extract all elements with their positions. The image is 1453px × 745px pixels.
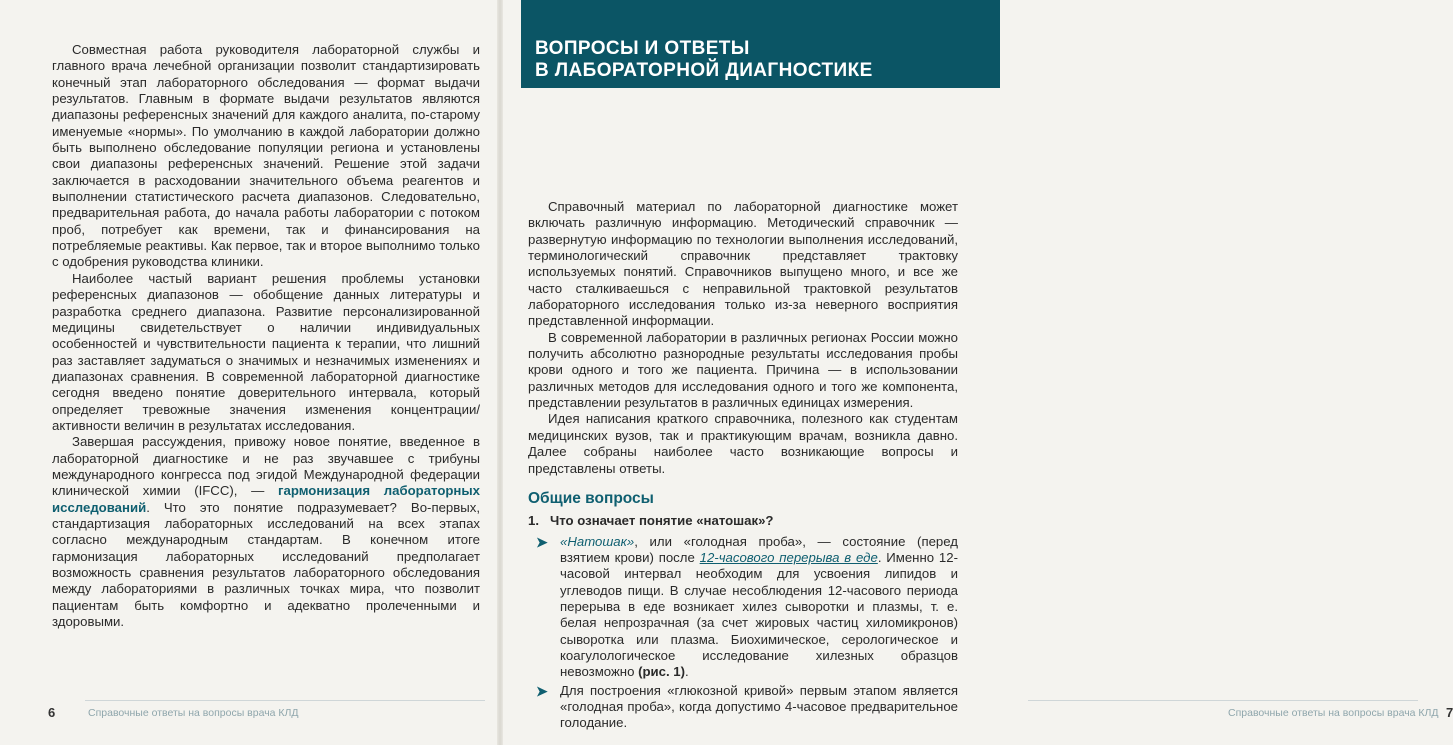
figure-reference[interactable]: (рис. 1) <box>638 664 686 680</box>
right-page-number: 7 <box>1446 705 1453 720</box>
right-footer-rule <box>1028 700 1418 701</box>
right-paragraph-2: В современной лаборатории в различных регионах России можно получить абсолютно разнородные результаты исследования пробы крови одного и того же пациента. Причина — в использовании различных методов для исследования одного и того же компонента, представлении результатов в различных единицах измерения. <box>528 329 958 411</box>
left-paragraph-3-start: Завершая рассуждения, привожу новое понятие, введенное в лабораторной диагностике и не раз звучавшее с трибуны международного конгресса под эгидой Международной федерации клинической химии (IFCC), — <box>52 434 480 499</box>
right-paragraph-3: Идея написания краткого справочника, полезного как студентам медицинских вузов, так и практикующим врачам, возникла давно. Далее собраны наиболее часто возникающие вопросы и представлены ответы. <box>528 411 958 476</box>
left-footer-rule <box>85 700 485 701</box>
left-paragraph-3 <box>52 434 480 630</box>
left-page-number: 6 <box>48 705 56 720</box>
right-running-footer: Справочные ответы на вопросы врача КЛД <box>1228 707 1439 719</box>
answer-item-1 <box>528 534 958 681</box>
question-1 <box>528 513 958 529</box>
answer-item-2-text: Для построения «глюкозной кривой» первым этапом является «голодная проба», когда допустимо 4-часовое предварительное голодание. <box>560 682 958 731</box>
right-paragraph-1: Справочный материал по лабораторной диагностике может включать различную информацию. Методический справочник — развернутую информацию по технологии выполнения исследований, терминологический справочник представляет трактовку используемых понятий. Справочников выпущено много, и все же часто сталкиваешься с неправильной трактовкой результатов лабораторного исследования только из-за неверного восприятия представленной информации. <box>528 199 958 329</box>
chevron-right-icon: ➤ <box>536 533 548 550</box>
left-paragraph-1: Совместная работа руководителя лабораторной службы и главного врача лечебной организации позволит стандартизировать конечный этап лабораторного обследования — формат выдачи результатов. Главным в формате выдачи результатов являются диапазоны референсных значений для каждого аналита, по-старому именуемые «нормы». По умолчанию в каждой лаборатории должно быть выполнено обследование популяции региона и установлены свои диапазоны референсных значений. Решение этой задачи заключается в расходовании значительного объема реагентов и выполнении статистического расчета диапазонов. Следовательно, предварительная работа, до начала работы лаборатории с потоком проб, потребует как времени, так и финансирования на потребляемые реактивы. Как первое, так и второе выполнимо только с одобрения руководства клиники. <box>52 42 480 270</box>
answer-item-1-text-b: . Именно 12-часовой интервал необходим для усвоения липидов и углеводов пищи. В случае несоблюдения 12-часового периода перерыва в еде возникает хилез сыворотки и плазмы, т. е. белая непрозрачная (за счет жировых частиц хиломикронов) сыворотка или плазма. Биохимическое, серологическое и коагулологическое исследование хилезных образцов невозможно <box>560 549 958 680</box>
fasting-interval-link[interactable]: 12-часового перерыва в еде <box>699 549 878 565</box>
chevron-right-icon: ➤ <box>536 682 548 699</box>
harmonization-term: гармонизация лабораторных исследований <box>52 483 480 515</box>
question-number: 1. <box>528 513 539 529</box>
left-paragraph-3-end: . Что это понятие подразумевает? Во-первых, стандартизация лабораторных исследований на всех этапах согласно международным стандартам. В конечном итоге гармонизация лабораторных исследований предполагает возможность сравнения результатов лабораторного обследования между лабораториями в различных точках мира, что позволит пациентам быть комфортно и адекватно пролеченными и здоровыми. <box>52 499 480 630</box>
left-page-text <box>52 42 480 630</box>
question-text: Что означает понятие «натошак»? <box>550 513 774 529</box>
section-title: Общие вопросы <box>528 489 654 507</box>
left-paragraph-2: Наиболее частый вариант решения проблемы установки референсных диапазонов — обобщение данных литературы и разработка среднего диапазона. Развитие персонализированной медицины свидетельствует о наличии индивидуальных особенностей и чувствительности пациента к терапии, что лишний раз заставляет задуматься о значимых и незначимых изменениях и диапазонах сравнения. В современной лабораторной диагностике сегодня введено понятие доверительного интервала, который определяет тревожные значения изменения концентрации/активности величин в результатах исследования. <box>52 270 480 433</box>
left-running-footer: Справочные ответы на вопросы врача КЛД <box>88 707 299 719</box>
left-page <box>0 0 500 745</box>
right-page-text <box>528 199 958 734</box>
answer-item-1-text-a: , или «голодная проба», — состояние (перед взятием крови) после <box>560 533 958 565</box>
answer-item-1-end: . <box>685 664 689 680</box>
chapter-title-line-2: В ЛАБОРАТОРНОЙ ДИАГНОСТИКЕ <box>535 60 873 81</box>
answer-item-2 <box>528 683 958 732</box>
chapter-title-line-1: ВОПРОСЫ И ОТВЕТЫ <box>535 38 750 59</box>
fasting-term: «Натошак» <box>560 533 635 549</box>
